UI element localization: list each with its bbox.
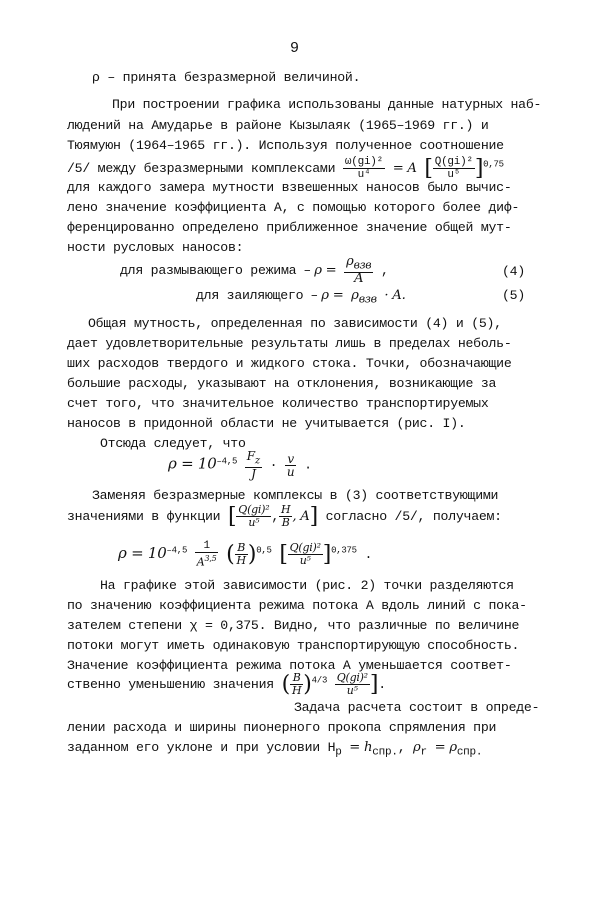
text-line-7: лено значение коэффициента А, с помощью которого более диф-: [67, 200, 520, 215]
cond2-sub: r: [420, 746, 427, 759]
cond1-eq-sub: спр.: [372, 746, 398, 759]
text-line-30: заданном его уклоне и при условии: [67, 740, 320, 755]
last-bracket-close: ]: [369, 672, 379, 697]
text-line-12: Общая мутность, определенная по зависимости (4) и (5),: [88, 316, 502, 331]
text-line-3: людений на Амударье в районе Кызылаяк (1965–1969 гг.) и: [67, 118, 489, 133]
fn-h-den: B: [281, 516, 290, 529]
cond2-eq: = ρ: [434, 740, 457, 755]
eq6-bracket-close: ]: [322, 541, 332, 567]
f1-mid: = A: [392, 160, 417, 176]
text-line-23: по значению коэффициента режима потока А вдоль линий с пока-: [67, 598, 527, 613]
last-q-num: Q(gi)²: [336, 671, 368, 684]
text-line-24: зателем степени χ = 0,375. Видно, что различные по величине: [67, 618, 520, 633]
eq6-q-num: Q(gi)²: [289, 540, 321, 554]
f1-br-num: Q(gi)²: [434, 156, 473, 168]
eq6-a-exp: 3,5: [204, 554, 217, 563]
text-line-5: /5/ между безразмерными комплексами: [67, 160, 336, 176]
fn-q-fraction: [236, 504, 271, 529]
page-number: 9: [289, 40, 299, 57]
eq6-bh-fraction: [235, 542, 248, 567]
text-line-21: согласно /5/, получаем:: [325, 508, 502, 524]
fn-bracket-open: [: [227, 504, 237, 529]
eq6-exp: –4,5: [166, 545, 188, 556]
text-line-4: Тюямуюн (1964–1965 гг.). Используя полученное соотношение: [67, 138, 504, 153]
last-paren-close: ): [303, 672, 312, 697]
fn-bracket-close: ]: [309, 504, 318, 529]
fn-num: Q(gi)²: [238, 503, 270, 516]
eq5-sub: взв: [358, 292, 377, 306]
eqm-v-den: u: [286, 464, 295, 479]
fn-a: , A: [292, 508, 310, 524]
text-line-28: Задача расчета состоит в опреде-: [294, 700, 540, 715]
eq4-lhs: – ρ =: [303, 262, 337, 278]
fn-comma: ,: [271, 508, 280, 524]
eq6-bracket-open: [: [279, 541, 288, 567]
equation-main: [168, 450, 312, 480]
cond-sep: ,: [397, 740, 406, 755]
f1-lhs-num: ω(gi)²: [344, 156, 384, 168]
eq6-tail: .: [364, 546, 373, 562]
eq6-exp2: 0,375: [331, 545, 357, 556]
equation-6: [118, 540, 372, 569]
formula-line-1: [67, 156, 504, 181]
fn-den: u⁵: [248, 516, 260, 529]
cond2-eq-sub: спр.: [456, 746, 483, 759]
eq5-label: для заиляющего: [196, 288, 304, 303]
last-bh-num: B: [290, 672, 303, 685]
text-line-17: наносов в придонной области не учитывается (рис. I).: [67, 416, 466, 431]
text-line-26: Значение коэффициента режима потока А уменьшается соответ-: [67, 658, 512, 673]
cond1: H: [327, 740, 336, 755]
text-line-8: ференцированно определено приближенное значение общей мут-: [67, 220, 512, 235]
eq5-number: (5): [502, 288, 525, 303]
cond1-eq: = h: [349, 740, 373, 755]
eq6-bh-den: H: [236, 553, 246, 567]
formula-line-last: [67, 672, 386, 697]
f1-br-den: u⁵: [447, 169, 461, 181]
eqm-exp: –4,5: [216, 456, 238, 467]
text-line-20: значениями в функции: [67, 508, 221, 524]
text-line-19: Заменяя безразмерные комплексы в (3) соответствующими: [92, 488, 499, 503]
eq4-label: для размывающего режима: [120, 262, 297, 278]
last-period: .: [378, 676, 386, 692]
eq5-lhs: – ρ =: [310, 288, 344, 303]
eqm-f-num-sub: z: [254, 455, 260, 467]
text-line-9: ности русловых наносов:: [67, 240, 244, 255]
formula-line-cond: [67, 740, 482, 759]
last-q-fraction: [335, 672, 370, 697]
equation-4: [120, 256, 389, 285]
eq6-q-den: u⁵: [299, 553, 311, 567]
text-line-14: ших расходов твердого и жидкого стока. Точки, обозначающие: [67, 356, 512, 371]
fn-h-num: H: [281, 503, 291, 516]
eq6-a-den: [195, 553, 219, 569]
eq4-tail: ,: [381, 262, 389, 278]
eq4-num-rho: ρ: [346, 254, 354, 269]
eqm-tail: .: [304, 457, 312, 473]
equation-5: [196, 288, 406, 306]
text-line-18: Отсюда следует, что: [100, 436, 246, 451]
last-bh-den: H: [291, 684, 302, 697]
eq6-paren-open: (: [226, 541, 235, 567]
eq4-num-sub: взв: [353, 258, 372, 272]
eq6-one: 1: [195, 540, 219, 553]
eq4-fraction: [344, 256, 373, 285]
eq5-tail: · A.: [384, 288, 406, 303]
cond2: ρ: [413, 740, 421, 755]
eq4-den: A: [354, 270, 364, 286]
eqm-lhs: ρ = 10: [168, 454, 217, 473]
text-line-25: потоки могут иметь одинаковую транспортирующую способность.: [67, 638, 520, 653]
eq5-rhs: ρ: [351, 288, 359, 303]
text-line-15: большие расходы, указывают на отклонения, возникающие за: [67, 376, 497, 391]
f1-bracket-fraction: [433, 156, 475, 181]
eq6-q-fraction: [288, 542, 323, 567]
f1-bracket-close: ]: [474, 156, 484, 181]
eq6-paren-close: ): [247, 541, 257, 567]
eqm-dot: ·: [269, 457, 278, 473]
text-line-6: для каждого замера мутности взвешенных наносов было вычис-: [67, 180, 512, 195]
f1-bracket-open: [: [424, 156, 433, 181]
text-line-13: дает удовлетворительные результаты лишь в пределах неболь-: [67, 336, 512, 351]
fn-h-fraction: [279, 504, 292, 529]
eqm-f-fraction: [245, 450, 262, 480]
last-paren-open: (: [281, 672, 290, 697]
f1-lhs-den: u⁴: [357, 169, 371, 181]
f1-exp: 0,75: [483, 159, 504, 170]
eqm-f-den: J: [251, 467, 256, 482]
eqm-f-num: [245, 450, 262, 468]
text-line-2: При построении графика использованы данные натурных наб-: [112, 97, 542, 112]
eq6-a-fraction: [195, 540, 219, 569]
text-line-1: ρ – принята безразмерной величиной.: [92, 70, 361, 85]
eq6-bh-exp: 0,5: [256, 545, 272, 556]
eq4-number: (4): [502, 264, 525, 279]
f1-lhs-fraction: [343, 156, 385, 181]
text-line-29: лении расхода и ширины пионерного прокопа спрямления при: [67, 720, 497, 735]
text-line-22: На графике этой зависимости (рис. 2) точки разделяются: [100, 578, 514, 593]
eq6-bh-num: B: [235, 542, 248, 555]
eqm-v-num: v: [285, 453, 296, 466]
text-line-16: счет того, что значительное количество транспортируемых: [67, 396, 489, 411]
last-q-den: u⁵: [346, 684, 358, 697]
eqm-f-num-f: F: [246, 449, 255, 463]
eq6-lhs: ρ = 10: [118, 543, 167, 562]
last-bh-fraction: [290, 672, 303, 697]
last-bh-exp: 4/3: [311, 675, 328, 686]
formula-line-fn: [67, 504, 502, 529]
text-line-27: ственно уменьшению значения: [67, 676, 274, 692]
eqm-v-fraction: [285, 453, 296, 478]
cond1-sub: p: [335, 746, 342, 759]
eq6-a: A: [196, 555, 205, 569]
